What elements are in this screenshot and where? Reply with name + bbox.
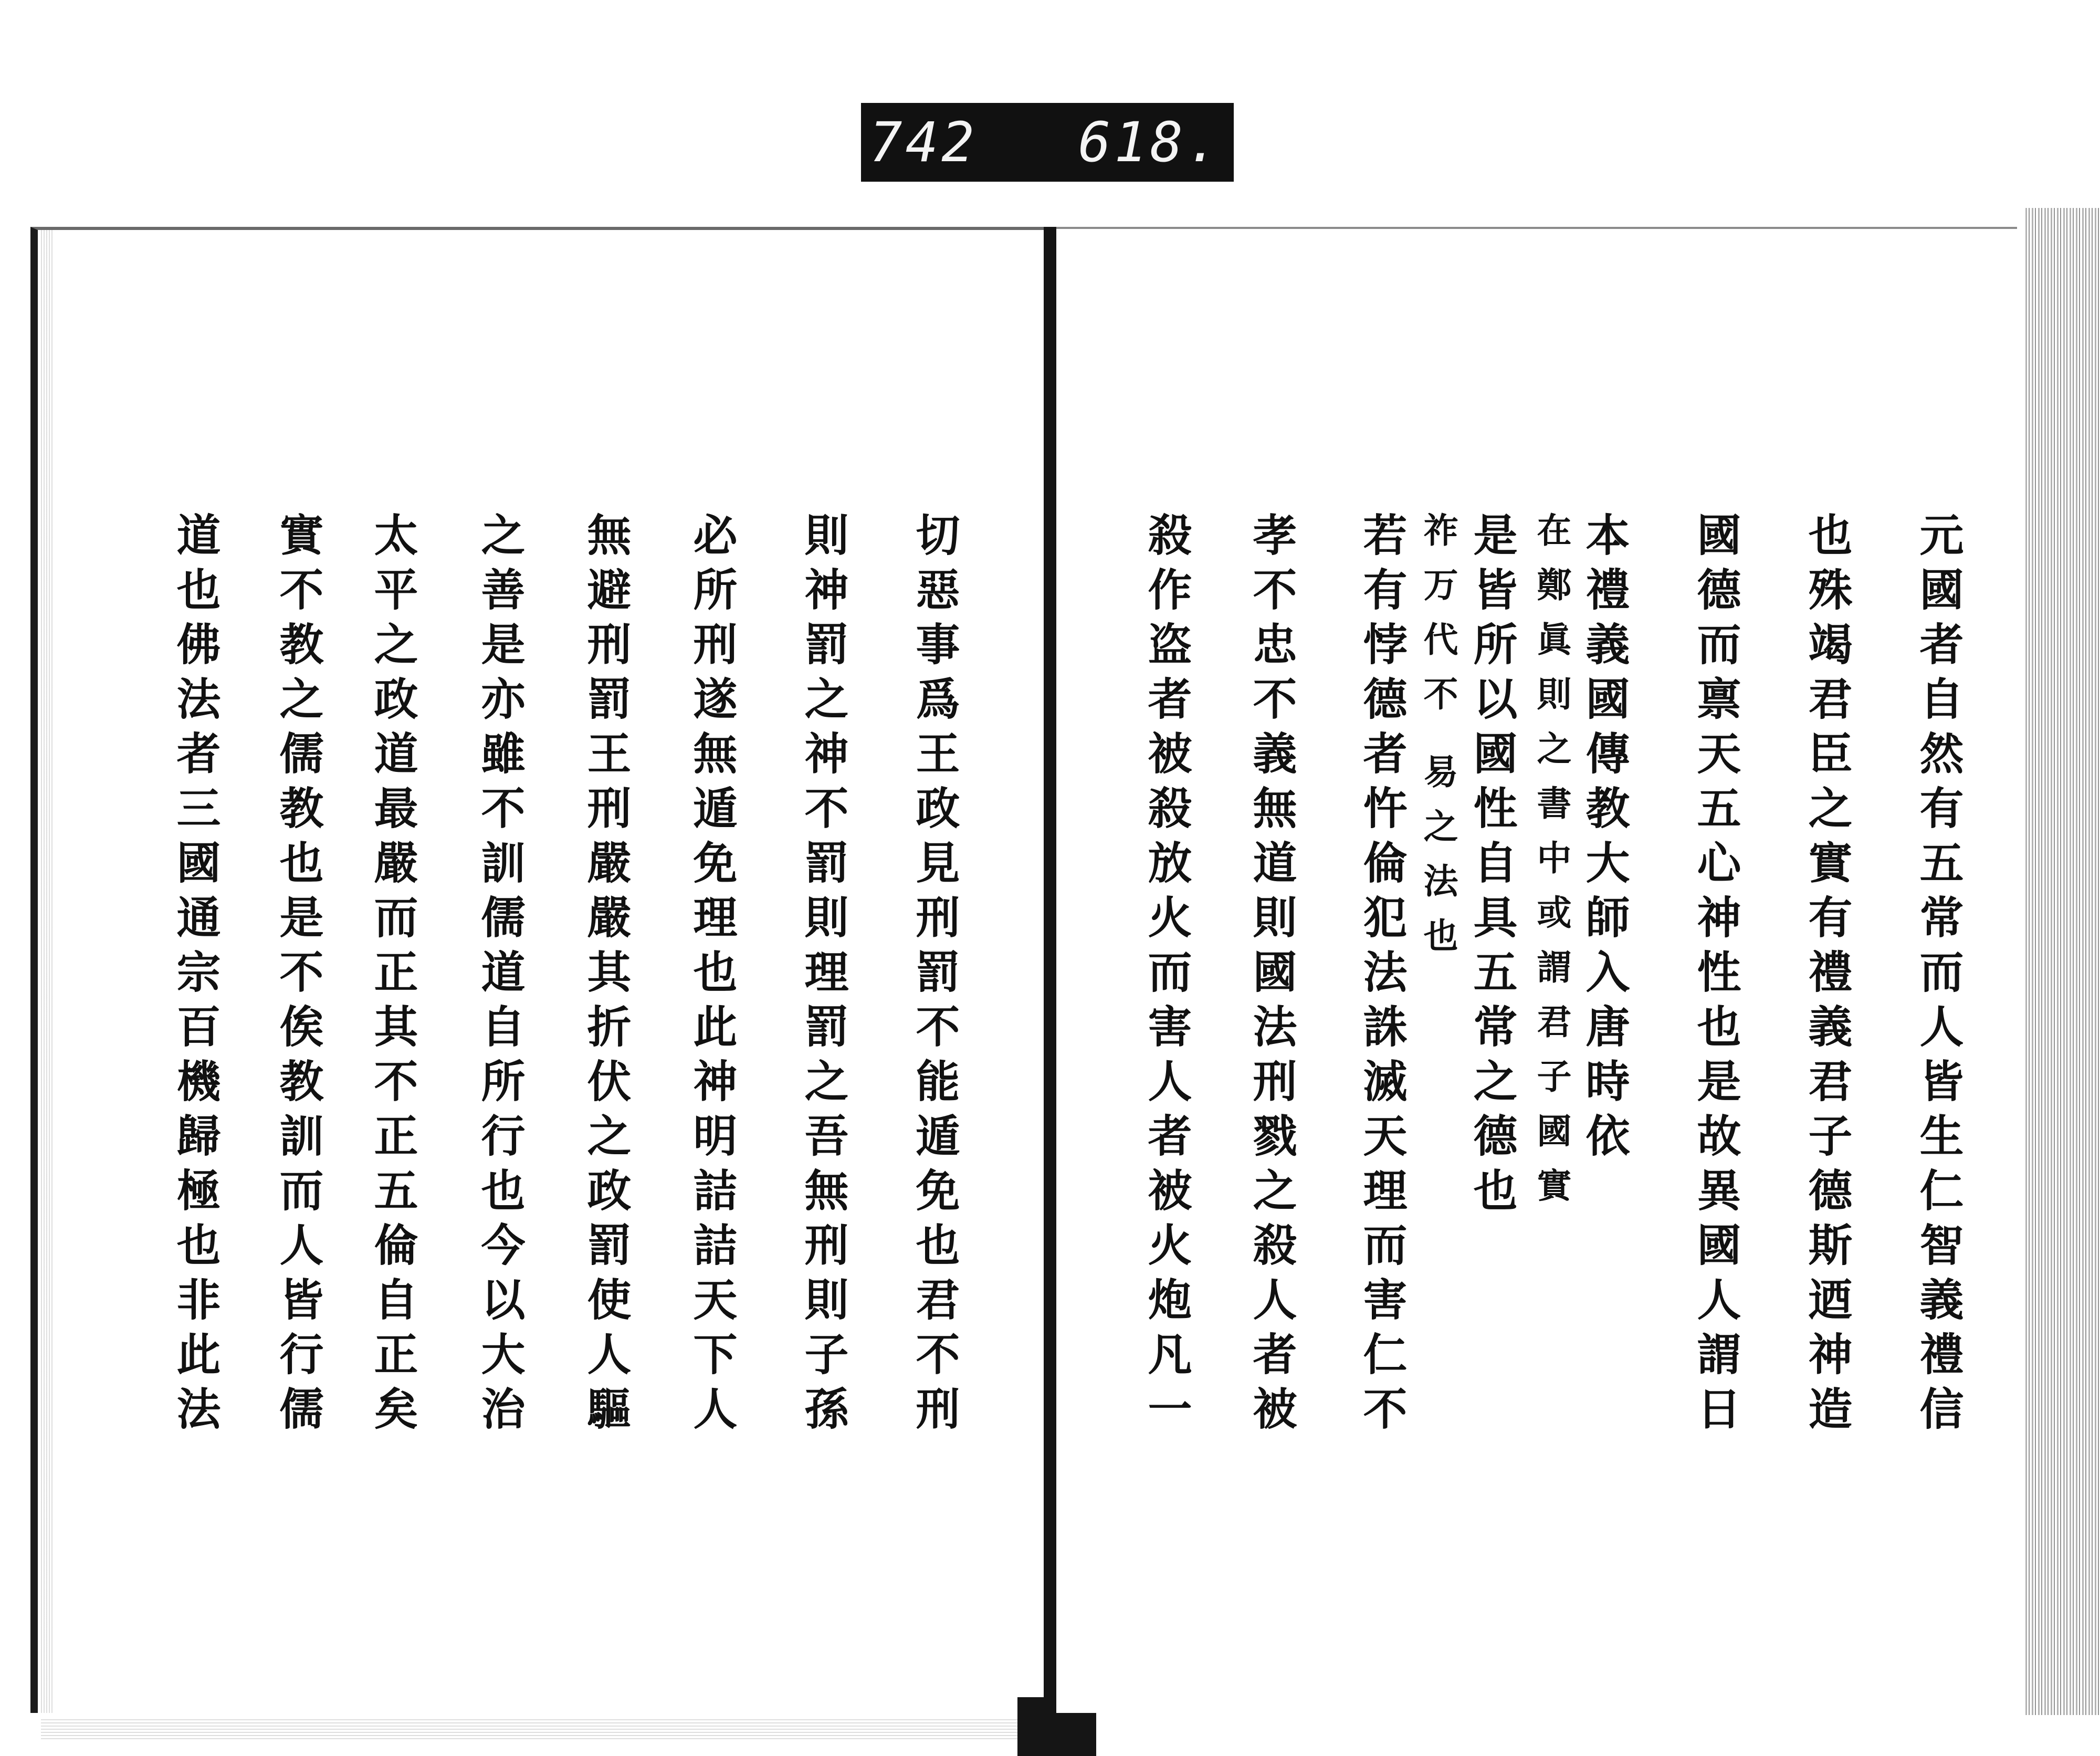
left-page-column-6: 太平之政道最嚴而正其不正五倫自正矣 [367, 512, 419, 1440]
frame-number-left: 742 [869, 110, 978, 174]
right-page-column-1: 元國者自然有五常而人皆生仁智義禮信 [1913, 512, 1965, 1440]
right-page-column-5-note-b: 易之法也 [1418, 754, 1458, 972]
left-page-column-3: 必所刑遂無遁免理也此神明詰詰天下人 [686, 512, 738, 1440]
book-gutter [1044, 227, 1056, 1713]
right-page-column-7: 孝不忠不義無道則國法刑戮之殺人者被 [1246, 512, 1298, 1440]
left-page-column-5: 之善是亦雖不訓儒道自所行也今以大治 [474, 512, 526, 1440]
right-page-column-5-note-a: 祚万代不 [1418, 512, 1458, 730]
page-bottom-edge [41, 1718, 1017, 1739]
left-page-column-2: 則神罰之神不罰則理罰之吾無刑則子孫 [797, 512, 849, 1440]
page-fore-edge [2025, 208, 2100, 1715]
right-page-column-8: 殺作盗者被殺放火而害人者被火炮凡一 [1141, 512, 1193, 1440]
film-frame-label [861, 103, 1234, 182]
right-page-column-5: 是皆所以國性自具五常之德也 [1466, 512, 1518, 1222]
right-page-column-2: 也殊竭君臣之實有禮義君子德斯迺神造 [1801, 512, 1853, 1440]
left-page-column-4: 無避刑罰王刑嚴嚴其折伏之政罰使人驅 [580, 512, 632, 1440]
right-page-column-3: 國德而禀天五心神性也是故異國人謂日 [1690, 512, 1742, 1440]
left-page-column-1: 切惡事爲王政見刑罰不能遁免也君不刑 [909, 512, 961, 1440]
left-page-column-8: 道也佛法者三國通宗百機歸極也非此法 [170, 512, 222, 1440]
right-page-column-6: 若有悖德者忤倫犯法誅滅天理而害仁不 [1356, 512, 1408, 1440]
right-page-column-4-note: 在鄭眞則之書中或謂君子國實 [1531, 512, 1572, 1222]
open-book [30, 227, 2100, 1756]
left-page-column-7: 實不教之儒教也是不俟教訓而人皆行儒 [272, 512, 324, 1440]
frame-number-right: 618. [1078, 110, 1222, 174]
right-page-column-4: 本禮義國傳教大師入唐時依 [1579, 512, 1631, 1167]
